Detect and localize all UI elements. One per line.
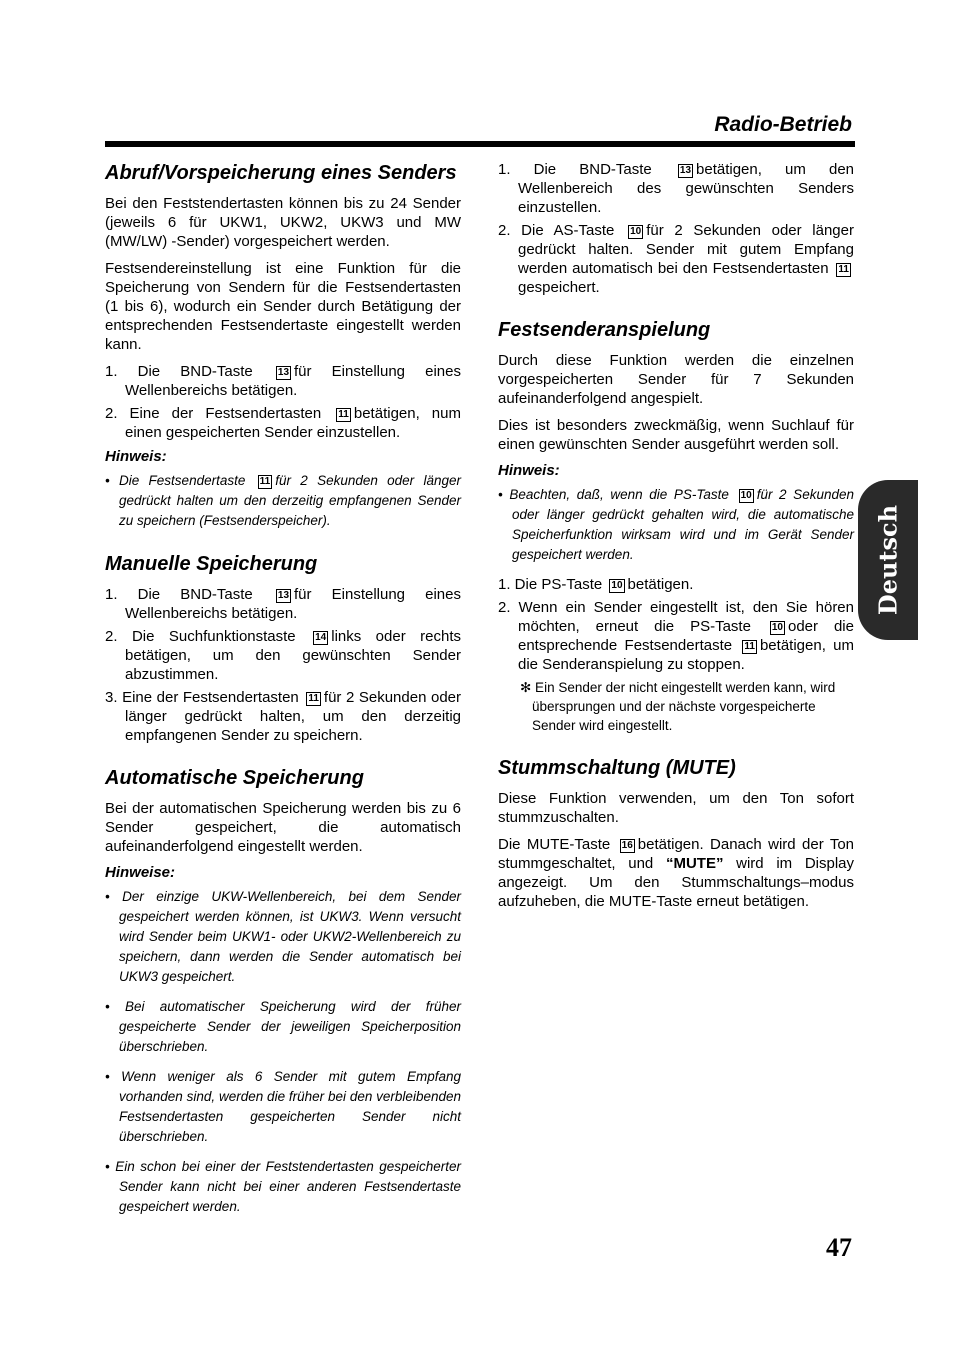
section-abruf bbox=[105, 160, 461, 531]
language-tab-label: Deutsch bbox=[873, 504, 903, 616]
note-item: • Wenn weniger als 6 Sender mit gutem Empfang vorhanden sind, werden die früher bei den verbleibenden Festsendertasten gespeicherten Sender nicht überschrieben. bbox=[105, 1069, 461, 1144]
left-column bbox=[105, 160, 461, 1237]
note-heading: Hinweis: bbox=[498, 462, 560, 479]
key-number-badge: 11 bbox=[338, 409, 349, 420]
section-mute bbox=[498, 755, 854, 911]
language-tab bbox=[858, 480, 918, 640]
section-anspielung bbox=[498, 317, 854, 735]
step-item: 2. Die Suchfunktionstaste 14 links oder rechts betätigen, um den gewünschten Sender abzustimmen. bbox=[105, 628, 462, 683]
note-item: • Beachten, daß, wenn die PS-Taste 10 für 2 Sekunden oder länger gedrückt gehalten wird, die automatische Speicherfunktion wirksam wird und im Gerät Sender gespeichert werden. bbox=[498, 487, 854, 562]
key-number-badge: 11 bbox=[838, 264, 849, 275]
step-item: 2. Wenn ein Sender eingestellt ist, den Sie hören möchten, erneut die PS-Taste 10 oder die entsprechende Festsendertaste 11 betätigen, um die Senderanspielung zu stoppen. bbox=[498, 599, 854, 673]
key-number-badge: 10 bbox=[630, 226, 642, 237]
section-title-manuell: Manuelle Speicherung bbox=[105, 553, 318, 575]
header-rule bbox=[105, 141, 855, 147]
section-manuell bbox=[105, 551, 461, 745]
paragraph: Bei den Feststendertasten können bis zu 24 Sender (jeweils 6 für UKW1, UKW2, UKW3 und MW (MW/LW) -Sender) vorgespeichert werden. bbox=[105, 195, 461, 250]
right-column bbox=[498, 160, 854, 931]
key-number-badge: 13 bbox=[277, 367, 290, 378]
paragraph: Bei der automatischen Speicherung werden bis zu 6 Sender gespeichert, die automatisch aufeinanderfolgend eingestellt werden. bbox=[105, 800, 461, 855]
step-item: 1. Die BND-Taste 13 für Einstellung eines Wellenbereichs betätigen. bbox=[105, 586, 461, 622]
section-auto bbox=[105, 765, 461, 1217]
paragraph: Dies ist besonders zweckmäßig, wenn Suchlauf für einen gewünschten Sender ausgeführt werden soll. bbox=[498, 417, 854, 453]
step-item: 1. Die BND-Taste 13 betätigen, um den Wellenbereich des gewünschten Senders einzustellen. bbox=[498, 161, 854, 216]
section-title-auto: Automatische Speicherung bbox=[105, 767, 364, 789]
key-number-badge: 10 bbox=[740, 490, 752, 501]
step-item: 2. Eine der Festsendertasten 11 betätigen, num einen gespeicherten Sender einzustellen. bbox=[105, 405, 461, 441]
note-heading: Hinweise: bbox=[105, 864, 176, 881]
note-item: • Bei automatischer Speicherung wird der früher gespeicherte Sender der jeweiligen Speicherposition überschrieben. bbox=[105, 999, 461, 1054]
key-number-badge: 11 bbox=[308, 693, 319, 704]
paragraph: Diese Funktion verwenden, um den Ton sofort stummzuschalten. bbox=[498, 790, 854, 826]
paragraph: Die MUTE-Taste 16 betätigen. Danach wird der Ton stummgeschaltet, und “MUTE” wird im Display angezeigt. Um den Stummschaltungs–modus aufzuheben, die MUTE-Taste erneut betätigen. bbox=[498, 836, 855, 910]
note-item: • Der einzige UKW-Wellenbereich, bei dem Sender gespeichert werden können, ist UKW3. Wenn versucht wird Sender beim UKW1- oder UKW2-Wellenbereich zu speichern, dann werden die Sender automatisch bei UKW3 gespeichert. bbox=[105, 889, 461, 984]
section-title-abruf: Abruf/Vorspeicherung eines Senders bbox=[105, 162, 457, 184]
section-title-mute: Stummschaltung (MUTE) bbox=[498, 757, 736, 779]
note-item: • Ein schon bei einer der Feststendertasten gespeicherter Sender kann nicht bei einer anderen Festsendertaste gespeichert werden. bbox=[105, 1159, 461, 1214]
section-auto-steps bbox=[498, 160, 854, 297]
section-header-title: Radio-Betrieb bbox=[714, 113, 852, 136]
step-item: 3. Eine der Festsendertasten 11 für 2 Sekunden oder länger gedrückt halten, um den derzeitig empfangenen Sender zu speichern. bbox=[105, 689, 461, 744]
mute-display-text: “MUTE” bbox=[665, 855, 724, 872]
key-number-badge: 16 bbox=[621, 840, 633, 851]
note-item: • Die Festsendertaste 11 für 2 Sekunden oder länger gedrückt halten um den derzeitig empfangenen Sender zu speichern (Festsenderspeicher). bbox=[105, 473, 461, 528]
key-number-badge: 11 bbox=[744, 641, 755, 652]
key-number-badge: 14 bbox=[315, 632, 327, 643]
key-number-badge: 10 bbox=[771, 622, 783, 633]
step-item: 2. Die AS-Taste 10 für 2 Sekunden oder länger gedrückt halten. Sender mit gutem Empfang werden automatisch bei den Festsendertasten 11gespeichert. bbox=[498, 222, 854, 296]
key-number-badge: 13 bbox=[679, 165, 692, 176]
section-title-anspielung: Festsenderanspielung bbox=[498, 319, 711, 341]
key-number-badge: 11 bbox=[259, 476, 271, 487]
note-heading: Hinweis: bbox=[105, 448, 167, 465]
paragraph: Durch diese Funktion werden die einzelnen vorgespeicherten Sender für 7 Sekunden aufeinanderfolgend angespielt. bbox=[498, 352, 854, 407]
paragraph: Festsendereinstellung ist eine Funktion für die Speicherung von Sendern für die Festsendertasten (1 bis 6), wodurch ein Sender durch Betätigung der entsprechenden Festsendertaste eingestellt werden kann. bbox=[105, 260, 461, 353]
step-item: 1. Die PS-Taste 10 betätigen. bbox=[498, 576, 694, 593]
step-item: 1. Die BND-Taste 13 für Einstellung eines Wellenbereichs betätigen. bbox=[105, 363, 461, 399]
key-number-badge: 10 bbox=[611, 580, 623, 591]
footnote-item: ✻ Ein Sender der nicht eingestellt werden kann, wird übersprungen und der nächste vorgespeicherte Sender wird eingestellt. bbox=[520, 680, 836, 733]
key-number-badge: 13 bbox=[277, 590, 290, 601]
page-number: 47 bbox=[826, 1233, 852, 1262]
